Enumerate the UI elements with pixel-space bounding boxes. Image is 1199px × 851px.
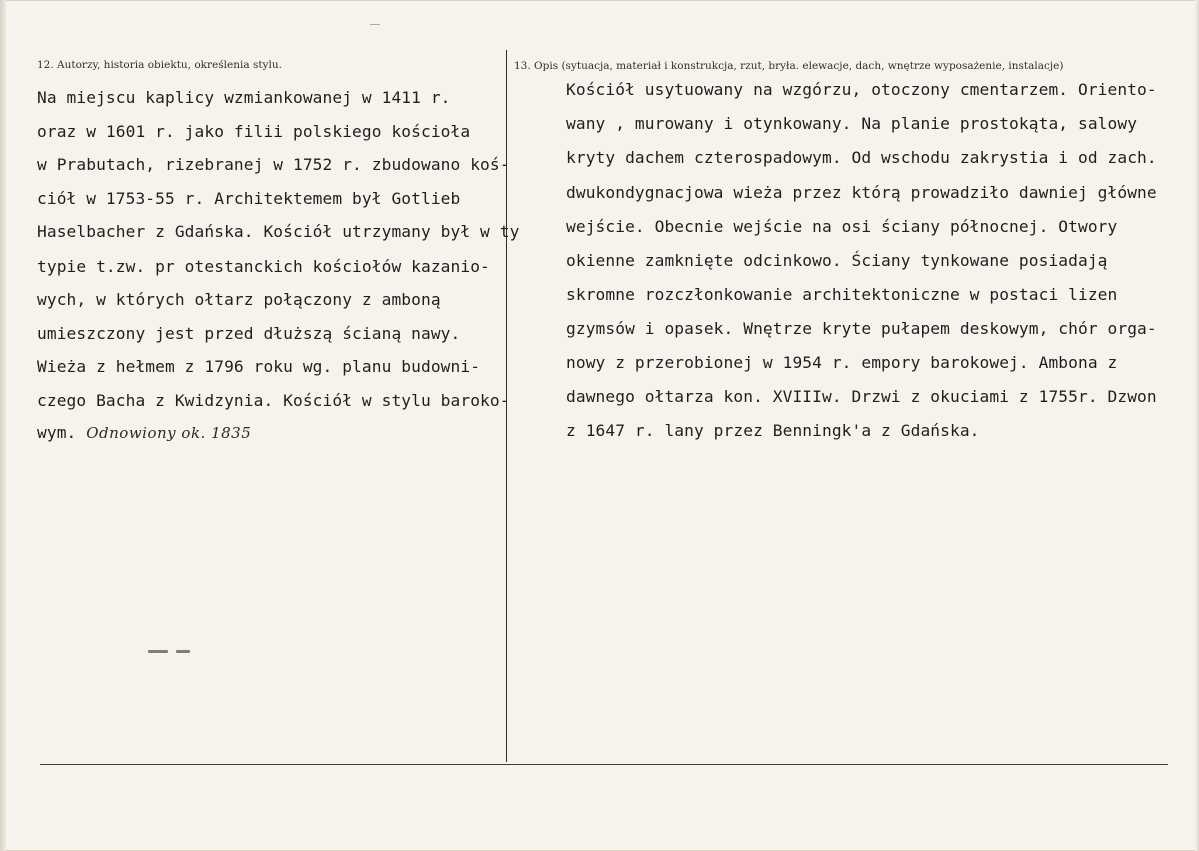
description-line: dwukondygnacjowa wieża przez którą prowadziło dawniej główne bbox=[566, 183, 1157, 202]
card-left-edge bbox=[0, 0, 6, 851]
description-line: dawnego ołtarza kon. XVIIIw. Drzwi z okuciami z 1755r. Dzwon bbox=[566, 387, 1157, 406]
ink-smudge bbox=[148, 648, 200, 656]
history-line: czego Bacha z Kwidzynia. Kościół w stylu baroko- bbox=[37, 391, 510, 410]
history-line: typie t.zw. pr otestanckich kościołów kazanio- bbox=[37, 257, 490, 276]
description-line: wejście. Obecnie wejście na osi ściany północnej. Otwory bbox=[566, 217, 1118, 236]
history-line: umieszczony jest przed dłuższą ścianą nawy. bbox=[37, 324, 461, 343]
history-line: Wieża z hełmem z 1796 roku wg. planu budowni- bbox=[37, 357, 481, 376]
description-line: Kościół usytuowany na wzgórzu, otoczony cmentarzem. Oriento- bbox=[566, 80, 1157, 99]
section-12-header: 12. Autorzy, historia obiektu, określenia stylu. bbox=[37, 59, 282, 71]
description-line: wany , murowany i otynkowany. Na planie prostokąta, salowy bbox=[566, 114, 1138, 133]
history-line: wym. bbox=[37, 423, 77, 442]
history-line: wych, w których ołtarz połączony z amboną bbox=[37, 290, 441, 309]
history-line: Na miejscu kaplicy wzmiankowanej w 1411 r. bbox=[37, 88, 451, 107]
description-line: okienne zamknięte odcinkowo. Ściany tynkowane posiadają bbox=[566, 251, 1108, 270]
history-line: Haselbacher z Gdańska. Kościół utrzymany był w ty bbox=[37, 222, 520, 241]
handwritten-note: Odnowiony ok. 1835 bbox=[86, 424, 252, 442]
history-line: oraz w 1601 r. jako filii polskiego kościoła bbox=[37, 122, 471, 141]
card-right-edge bbox=[1195, 0, 1199, 851]
bottom-rule bbox=[40, 764, 1168, 765]
description-line: gzymsów i opasek. Wnętrze kryte pułapem deskowym, chór orga- bbox=[566, 319, 1157, 338]
history-last-line bbox=[37, 423, 251, 442]
description-line: nowy z przerobionej w 1954 r. empory barokowej. Ambona z bbox=[566, 353, 1118, 372]
history-line: w Prabutach, rizebranej w 1752 r. zbudowano koś- bbox=[37, 155, 510, 174]
history-line: ciół w 1753-55 r. Architektemem był Gotlieb bbox=[37, 189, 461, 208]
top-mark bbox=[370, 24, 380, 25]
description-line: z 1647 r. lany przez Benningk'a z Gdańska. bbox=[566, 421, 980, 440]
description-line: skromne rozczłonkowanie architektoniczne w postaci lizen bbox=[566, 285, 1118, 304]
section-13-header: 13. Opis (sytuacja, materiał i konstrukcja, rzut, bryła. elewacje, dach, wnętrze wyposażenie, instalacje) bbox=[514, 60, 1064, 72]
description-line: kryty dachem czterospadowym. Od wschodu zakrystia i od zach. bbox=[566, 148, 1157, 167]
